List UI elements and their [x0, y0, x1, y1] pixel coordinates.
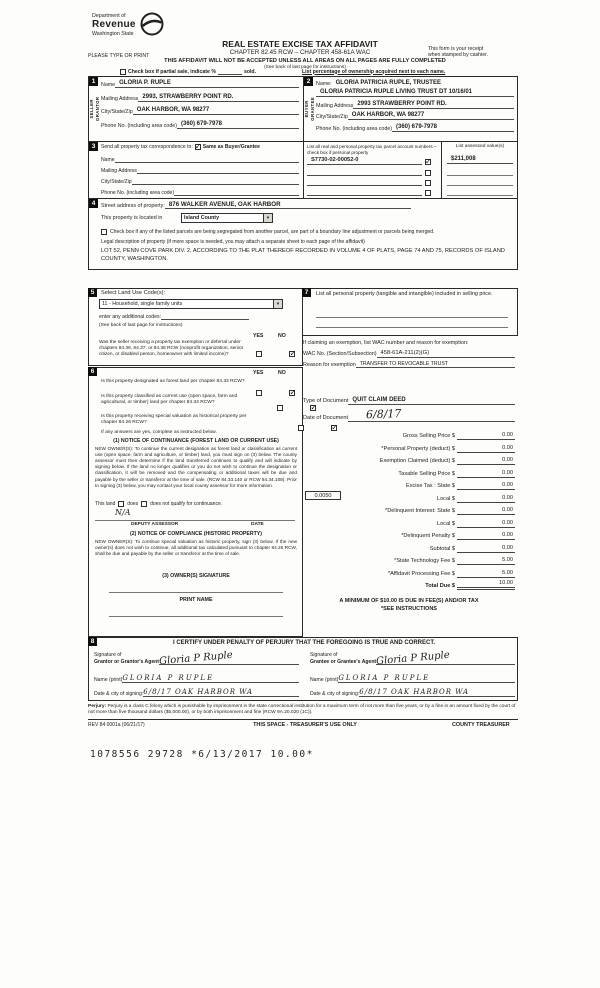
parcel-row — [307, 157, 431, 165]
money-row — [305, 555, 515, 565]
seller-address-field[interactable] — [138, 94, 299, 102]
money-row — [305, 505, 515, 515]
current-use-no-checkbox[interactable] — [310, 405, 316, 411]
wac-row — [303, 350, 515, 358]
land-use-label: Select Land Use Code(s): — [101, 290, 166, 296]
corr-csz-field[interactable] — [132, 178, 299, 185]
corr-name-label: Name — [101, 156, 115, 163]
money-value: 0.00 — [457, 445, 515, 453]
form-grid — [88, 76, 518, 270]
corr-phone-row — [101, 189, 299, 196]
grantee-signature-field[interactable] — [375, 649, 515, 668]
grantee-signature-row — [310, 649, 515, 668]
money-value: 0.00 — [457, 545, 515, 553]
assessed-blank[interactable] — [447, 185, 513, 186]
correspondence-row — [101, 144, 299, 150]
money-value: 0.00 — [457, 457, 515, 465]
deferral-yes-checkbox[interactable] — [256, 351, 262, 357]
assessed-field[interactable] — [447, 156, 513, 164]
money-label: *State Technology Fee $ — [394, 558, 455, 565]
parcel-value: S7730-02-00052-0 — [311, 157, 359, 163]
money-row — [305, 543, 515, 553]
treasurer-space-label: THIS SPACE - TREASURER'S USE ONLY — [253, 722, 357, 728]
money-row — [305, 530, 515, 540]
does-not-checkbox[interactable] — [141, 501, 147, 507]
grantor-signature-row — [94, 649, 299, 668]
form-chapter: CHAPTER 82.45 RCW – CHAPTER 458-61A WAC — [229, 49, 371, 56]
seller-phone-field[interactable] — [177, 121, 299, 129]
grantor-date-field[interactable] — [143, 688, 299, 697]
parcel-blank-field[interactable] — [307, 169, 422, 176]
grantee-signature-label — [310, 652, 376, 665]
grantor-name-row — [94, 674, 299, 683]
grantee-word: GRANTEE — [310, 96, 315, 121]
buyer-phone-row — [316, 124, 514, 132]
seller-csz-value: OAK HARBOR, WA 98277 — [136, 107, 210, 113]
money-label: Taxable Selling Price $ — [398, 470, 455, 477]
grantee-date-value: 6/8/17 OAK HARBOR WA — [359, 688, 470, 696]
wac-label: WAC No. (Section/Subsection) — [303, 351, 377, 358]
section5-see-back: (See back of last page for instructions) — [99, 323, 183, 328]
grantor-name-value: GLORIA P RUPLE — [122, 674, 215, 682]
seller-name-label: Name — [101, 81, 116, 88]
wac-value: 458-61A-211(2)(G) — [380, 350, 430, 356]
section7-number: 7 — [302, 288, 311, 297]
section-8 — [88, 637, 518, 701]
section5-number: 5 — [88, 288, 97, 297]
dept-line3: Washington State — [92, 31, 134, 38]
money-row — [305, 480, 515, 490]
deputy-assessor-label: DEPUTY ASSESSOR — [131, 522, 179, 527]
section8-number: 8 — [88, 637, 97, 646]
deferral-no-checkbox[interactable] — [289, 351, 295, 357]
partial-sale-row — [120, 69, 256, 75]
doc-date-value: 6/8/17 — [365, 406, 402, 422]
parcel-blank-row — [307, 169, 431, 176]
buyer-csz-value: OAK HARBOR, WA 98277 — [351, 112, 425, 118]
partial-sale-checkbox[interactable] — [120, 69, 126, 75]
street-address-label: Street address of property: — [101, 203, 165, 209]
reason-label: Reason for exemption — [303, 362, 356, 368]
reason-field[interactable] — [356, 361, 515, 368]
seller-word: SELLER — [89, 99, 95, 119]
historic-no-checkbox[interactable] — [331, 425, 337, 431]
seller-address-value: 2993, STRAWBERRY POINT RD. — [142, 94, 234, 100]
county-select[interactable] — [181, 213, 273, 223]
if-yes-note: If any answers are yes, complete as instructed below. — [101, 430, 217, 435]
buyer-address-label: Mailing Address — [316, 102, 354, 109]
grantor-word: GRANTOR — [95, 96, 100, 122]
seller-address-label: Mailing Address — [101, 95, 139, 102]
money-label: *Delinquent Penalty $ — [401, 533, 455, 540]
dept-line1: Department of — [92, 13, 126, 19]
reason-row — [303, 361, 515, 368]
money-label: Excise Tax : State $ — [405, 483, 455, 490]
assessed-header: List assessed value(s) — [455, 144, 505, 149]
seller-address-row — [101, 94, 299, 102]
land-use-value: 11 - Household, single family units — [102, 301, 183, 307]
section6-yes-header: YES — [253, 370, 264, 376]
assessed-value: $211,008 — [451, 156, 476, 162]
grantor-sig-label1: Signature of — [94, 652, 122, 659]
segregated-row — [101, 229, 513, 235]
local-rate-box: 0.0050 — [305, 491, 341, 500]
street-address-field[interactable] — [165, 201, 411, 209]
land-qualify-row — [95, 501, 295, 507]
grantee-date-field[interactable] — [359, 688, 515, 697]
wac-field[interactable] — [377, 350, 516, 358]
dept-line2: Revenue — [92, 19, 136, 31]
date-label: DATE — [251, 522, 264, 527]
parcel-blank-field[interactable] — [307, 179, 422, 186]
grantee-name-label: Name (print) — [310, 677, 339, 684]
receipt-note-line1: This form is your receipt — [428, 46, 484, 52]
doc-date-label: Date of Document — [303, 415, 349, 422]
section-7 — [302, 288, 518, 336]
deputy-assessor-line[interactable] — [95, 520, 295, 521]
seller-phone-label: Phone No. (including area code) — [101, 122, 177, 129]
buyer-name2-value: GLORIA PATRICIA RUPLE LIVING TRUST DT 10/16/01 — [320, 89, 473, 95]
forest-no-checkbox[interactable] — [289, 390, 295, 396]
corr-address-label: Mailing Address — [101, 167, 137, 174]
cashier-stamp: 1078556 29728 *6/13/2017 10.00* — [90, 749, 314, 760]
parcel-header: List all real and personal property tax parcel account numbers – check box if personal property — [307, 144, 437, 155]
seller-csz-field[interactable] — [133, 107, 299, 115]
parcel-blank-row — [307, 189, 431, 196]
buyer-grantee-side-label — [304, 88, 316, 130]
money-value: 5.00 — [457, 570, 515, 578]
section-5 — [88, 288, 303, 366]
corr-address-field[interactable] — [137, 167, 299, 174]
personal-property-label: List all personal property (tangible and intangible) included in selling price. — [316, 291, 493, 297]
buyer-phone-label: Phone No. (including area code) — [316, 125, 392, 132]
doc-type-value: QUIT CLAIM DEED — [352, 397, 406, 403]
grantor-date-row — [94, 688, 299, 697]
chevron-down-icon[interactable] — [273, 300, 282, 308]
buyer-name-row — [316, 80, 514, 87]
additional-codes-field[interactable] — [161, 313, 249, 320]
segregated-checkbox[interactable] — [101, 229, 107, 235]
grantee-date-label: Date & city of signing: — [310, 691, 360, 698]
does-checkbox[interactable] — [118, 501, 124, 507]
money-label: Exemption Claimed (deduct) $ — [379, 458, 455, 465]
money-value: 0.00 — [457, 470, 515, 478]
chevron-down-icon[interactable] — [263, 214, 272, 222]
parcel-blank-field[interactable] — [307, 189, 422, 196]
assessed-blank[interactable] — [447, 175, 513, 176]
doc-date-field[interactable] — [348, 408, 515, 422]
section2-number: 2 — [304, 77, 313, 86]
money-row-total — [305, 580, 515, 590]
parcel-blank-checkbox[interactable] — [425, 180, 431, 186]
forest-yes-checkbox[interactable] — [256, 390, 262, 396]
perjury-note — [88, 704, 518, 716]
grantor-name-label: Name (print) — [94, 677, 123, 684]
corr-name-field[interactable] — [115, 156, 299, 163]
county-treasurer-label: COUNTY TREASURER — [452, 722, 510, 728]
grantee-signature-value: Gloria P Ruple — [375, 649, 451, 668]
na-handwritten: N/A — [115, 508, 131, 517]
corr-address-row — [101, 167, 299, 174]
section-1-2 — [88, 76, 518, 142]
grantee-sig-label1: Signature of — [310, 652, 338, 659]
grantor-sig-label2: Grantor or Grantor's Agent — [94, 658, 159, 665]
money-row — [305, 493, 515, 503]
section-3 — [88, 142, 518, 199]
buyer-csz-row — [316, 112, 514, 120]
form-title: REAL ESTATE EXCISE TAX AFFIDAVIT — [222, 39, 378, 49]
money-row — [305, 455, 515, 465]
money-row — [305, 518, 515, 528]
section1-number: 1 — [89, 77, 98, 86]
same-as-buyer-label: Same as Buyer/Grantee — [202, 144, 260, 150]
money-row — [305, 568, 515, 578]
historic-question: Is this property receiving special valuation as historical property per chapter 84.26 RCW? — [101, 414, 247, 426]
legal-description-label: Legal description of property (if more space is needed, you may attach a separate sheet to each page of the affidavit) — [101, 239, 365, 245]
personal-property-blank[interactable] — [316, 317, 508, 318]
assessed-row — [447, 156, 513, 164]
notice1-title: (1) NOTICE OF CONTINUANCE (FOREST LAND OR CURRENT USE) — [113, 438, 279, 444]
reason-value: TRANSFER TO REVOCABLE TRUST — [359, 361, 448, 367]
buyer-word: BUYER — [304, 100, 310, 118]
money-value: 0.00 — [457, 532, 515, 540]
parcel-field[interactable] — [307, 157, 422, 165]
print-name-label: PRINT NAME — [179, 597, 213, 603]
revenue-logo-icon — [139, 11, 165, 37]
notice2-title: (2) NOTICE OF COMPLIANCE (HISTORIC PROPERTY) — [130, 531, 262, 537]
receipt-note-line2: when stamped by cashier. — [428, 52, 488, 59]
legal-description-value: LOT 52, PENN COVE PARK DIV. 2, ACCORDING TO THE PLAT THEREOF RECORDED IN VOLUME 4 OF PLATS, PAGE 74 AND 75, RECORDS OF ISLAND COUNTY, WASHINGTON. — [101, 248, 505, 262]
current-use-yes-checkbox[interactable] — [277, 405, 283, 411]
notice1-body: NEW OWNER(S): To continue the current designation as forest land or classification as current use (open space, farm and agriculture, or timber) land, you must sign on (3) below. The county assessor must then determine if the land transferred continues to qualify and will indicate by signing below. If the land no longer qualifies or you do not wish to continue the designation or classification, it will be removed and the compensating or additional taxes will be due and payable by the seller or transferor at the time of sale. (RCW 84.33.140 or RCW 84.34.108). Prior to signing (3) below, you may contact your local county assessor for more information. — [95, 446, 297, 488]
forest-land-question: Is this property designated as forest land per chapter 84.33 RCW? — [101, 379, 245, 384]
this-land-label: This land — [95, 501, 116, 507]
print-name-line[interactable] — [109, 616, 283, 617]
minimum-note-line2: *SEE INSTRUCTIONS — [381, 606, 437, 612]
section4-number: 4 — [89, 199, 98, 208]
land-use-select[interactable] — [99, 299, 283, 309]
ownership-note: List percentage of ownership acquired next to each name. — [302, 68, 446, 75]
section3-number: 3 — [89, 142, 98, 151]
money-label: Gross Selling Price $ — [402, 433, 455, 440]
seller-name-field[interactable] — [115, 80, 299, 88]
divider — [303, 142, 304, 198]
money-label: Total Due $ — [425, 583, 455, 590]
buyer-name-field[interactable] — [332, 80, 514, 87]
section5-yes-header: YES — [253, 333, 264, 339]
buyer-phone-field[interactable] — [392, 124, 514, 132]
seller-phone-row — [101, 121, 299, 129]
corr-csz-row — [101, 178, 299, 185]
parcel-blank-row — [307, 179, 431, 186]
located-label: This property is located in — [101, 215, 163, 221]
parcel-blank-checkbox[interactable] — [425, 190, 431, 196]
seller-name-row — [101, 80, 299, 88]
buyer-address-value: 2993 STRAWBERRY POINT RD. — [357, 101, 447, 107]
exemption-intro: If claiming an exemption, list WAC number and reason for exemption: — [303, 340, 469, 346]
historic-yes-checkbox[interactable] — [298, 425, 304, 431]
certify-statement: I CERTIFY UNDER PENALTY OF PERJURY THAT THE FOREGOING IS TRUE AND CORRECT. — [172, 640, 436, 646]
grantor-name-field[interactable] — [122, 674, 299, 683]
money-value: 0.00 — [457, 507, 515, 515]
money-value: 10.00 — [457, 580, 515, 590]
buyer-address-field[interactable] — [353, 101, 514, 109]
divider — [441, 142, 442, 198]
assessed-blank[interactable] — [447, 195, 513, 196]
seller-grantor-side-label — [89, 88, 101, 130]
doc-type-field[interactable] — [348, 397, 515, 405]
not-accepted-label: THIS AFFIDAVIT WILL NOT BE ACCEPTED UNLESS ALL AREAS ON ALL PAGES ARE FULLY COMPLETED — [164, 58, 446, 64]
rev-number: REV 84 0001a (06/21/17) — [88, 722, 145, 728]
buyer-csz-field[interactable] — [348, 112, 514, 120]
grantee-sig-label2: Grantee or Grantee's Agent — [310, 658, 377, 665]
buyer-csz-label: City/State/Zip — [316, 113, 348, 120]
partial-sale-blank[interactable] — [218, 69, 242, 75]
section6-no-header: NO — [278, 370, 286, 376]
does-not-label: does not qualify for continuance. — [150, 501, 223, 507]
money-value: 0.00 — [457, 495, 515, 503]
owners-signature-line[interactable] — [109, 592, 283, 593]
section5-no-header: NO — [278, 333, 286, 339]
corr-name-row — [101, 156, 299, 163]
money-label: *Affidavit Processing Fee $ — [387, 570, 455, 577]
money-value: 5.00 — [457, 557, 515, 565]
buyer-name2-row — [316, 89, 514, 97]
seller-csz-row — [101, 107, 299, 115]
current-use-question: Is this property classified as current use (open space, farm and agricultural, or timber) land per chapter 84.34 RCW? — [101, 394, 238, 406]
grantee-name-field[interactable] — [338, 674, 515, 683]
partial-sale-label: Check box if partial sale, indicate % — [128, 68, 216, 75]
grantee-name-row — [310, 674, 515, 683]
partial-sale-suffix: sold. — [243, 68, 257, 75]
corr-csz-label: City/State/Zip — [101, 178, 132, 185]
money-value: 0.00 — [457, 482, 515, 490]
money-label: *Personal Property (deduct) $ — [381, 445, 455, 452]
money-label: *Delinquent Interest: State $ — [385, 508, 455, 515]
grantor-date-label: Date & city of signing: — [94, 691, 144, 698]
correspondence-label: Send all property tax correspondence to: — [101, 144, 193, 150]
buyer-phone-value: (360) 679-7978 — [395, 124, 438, 130]
section-4 — [88, 199, 518, 270]
parcel-personal-checkbox[interactable] — [425, 159, 431, 165]
deferral-question: Was the seller receiving a property tax exemption or deferral under chapters 84.36, 84.37, or 84.38 RCW (nonprofit organization, senior citizen, or disabled person, homeowner with limited income)? — [99, 340, 244, 358]
street-address-row — [101, 201, 411, 209]
money-label: Subtotal $ — [429, 545, 455, 552]
buyer-address-row — [316, 101, 514, 109]
corr-phone-label: Phone No. (including area code) — [101, 189, 175, 196]
additional-codes-row — [99, 313, 249, 320]
section-6 — [88, 367, 303, 637]
notice2-body: NEW OWNER(S): To continue special valuation as historic property, sign (3) below. If the new owner(s) does not wish to continue, all additional tax calculated pursuant to chapter 84.26 RCW, shall be due and payable by the seller or transferor at the time of sale. — [95, 539, 297, 557]
county-value: Island County — [184, 215, 220, 221]
grantee-name-value: GLORIA P RUPLE — [338, 674, 431, 682]
parcel-blank-checkbox[interactable] — [425, 170, 431, 176]
section6-number: 6 — [88, 367, 97, 376]
doc-type-row — [303, 397, 515, 405]
grantor-date-value: 6/8/17 OAK HARBOR WA — [143, 688, 254, 696]
owners-signature-label: (3) OWNER(S) SIGNATURE — [162, 573, 230, 579]
grantor-signature-value: Gloria P Ruple — [158, 649, 234, 668]
see-back-label: (See back of last page for instructions) — [264, 64, 346, 70]
buyer-name-label: Name: — [316, 80, 332, 87]
personal-property-blank[interactable] — [316, 327, 508, 328]
street-address-value: 876 WALKER AVENUE, OAK HARBOR — [168, 201, 281, 208]
money-value: 0.00 — [457, 520, 515, 528]
segregated-label: Check box if any of the listed parcels are being segregated from another parcel, are part of a boundary line adjustment or parcels being merged. — [110, 229, 435, 235]
seller-name-value: GLORIA P. RUPLE — [119, 80, 171, 86]
money-row — [305, 468, 515, 478]
receipt-note — [428, 46, 523, 58]
perjury-label: Perjury: — [88, 704, 107, 709]
buyer-name-value: GLORIA PATRICIA RUPLE, TRUSTEE — [335, 80, 441, 86]
money-label: Local $ — [436, 520, 455, 527]
grantor-signature-label — [94, 652, 159, 665]
doc-type-label: Type of Document — [303, 398, 349, 405]
additional-codes-label: enter any additional codes: — [99, 313, 162, 320]
footer-rule — [88, 719, 518, 720]
seller-csz-label: City/State/Zip — [101, 108, 133, 115]
perjury-text: Perjury is a class C felony which is punishable by imprisonment in the state correctional institution for a maximum term of not more than five years, or by a fine in an amount fixed by the court of not more than five thousand dollars ($5,000.00), or by both imprisonment and fine (RCW 9A.20.020 (1C)). — [88, 704, 516, 716]
corr-phone-field[interactable] — [174, 189, 299, 196]
grantor-signature-field[interactable] — [158, 649, 299, 668]
doc-date-row — [303, 408, 515, 422]
minimum-note-line1: A MINIMUM OF $10.00 IS DUE IN FEE(S) AND/OR TAX — [339, 598, 479, 604]
does-label: does — [127, 501, 139, 507]
money-label: Local $ — [436, 495, 455, 502]
seller-phone-value: (360) 679-7978 — [180, 121, 223, 127]
grantee-date-row — [310, 688, 515, 697]
agency-block — [92, 13, 136, 38]
money-value: 0.00 — [457, 432, 515, 440]
buyer-name2-field[interactable] — [316, 89, 514, 97]
money-row — [305, 443, 515, 453]
please-type-label: PLEASE TYPE OR PRINT — [88, 53, 150, 59]
same-as-buyer-checkbox[interactable] — [195, 144, 201, 150]
